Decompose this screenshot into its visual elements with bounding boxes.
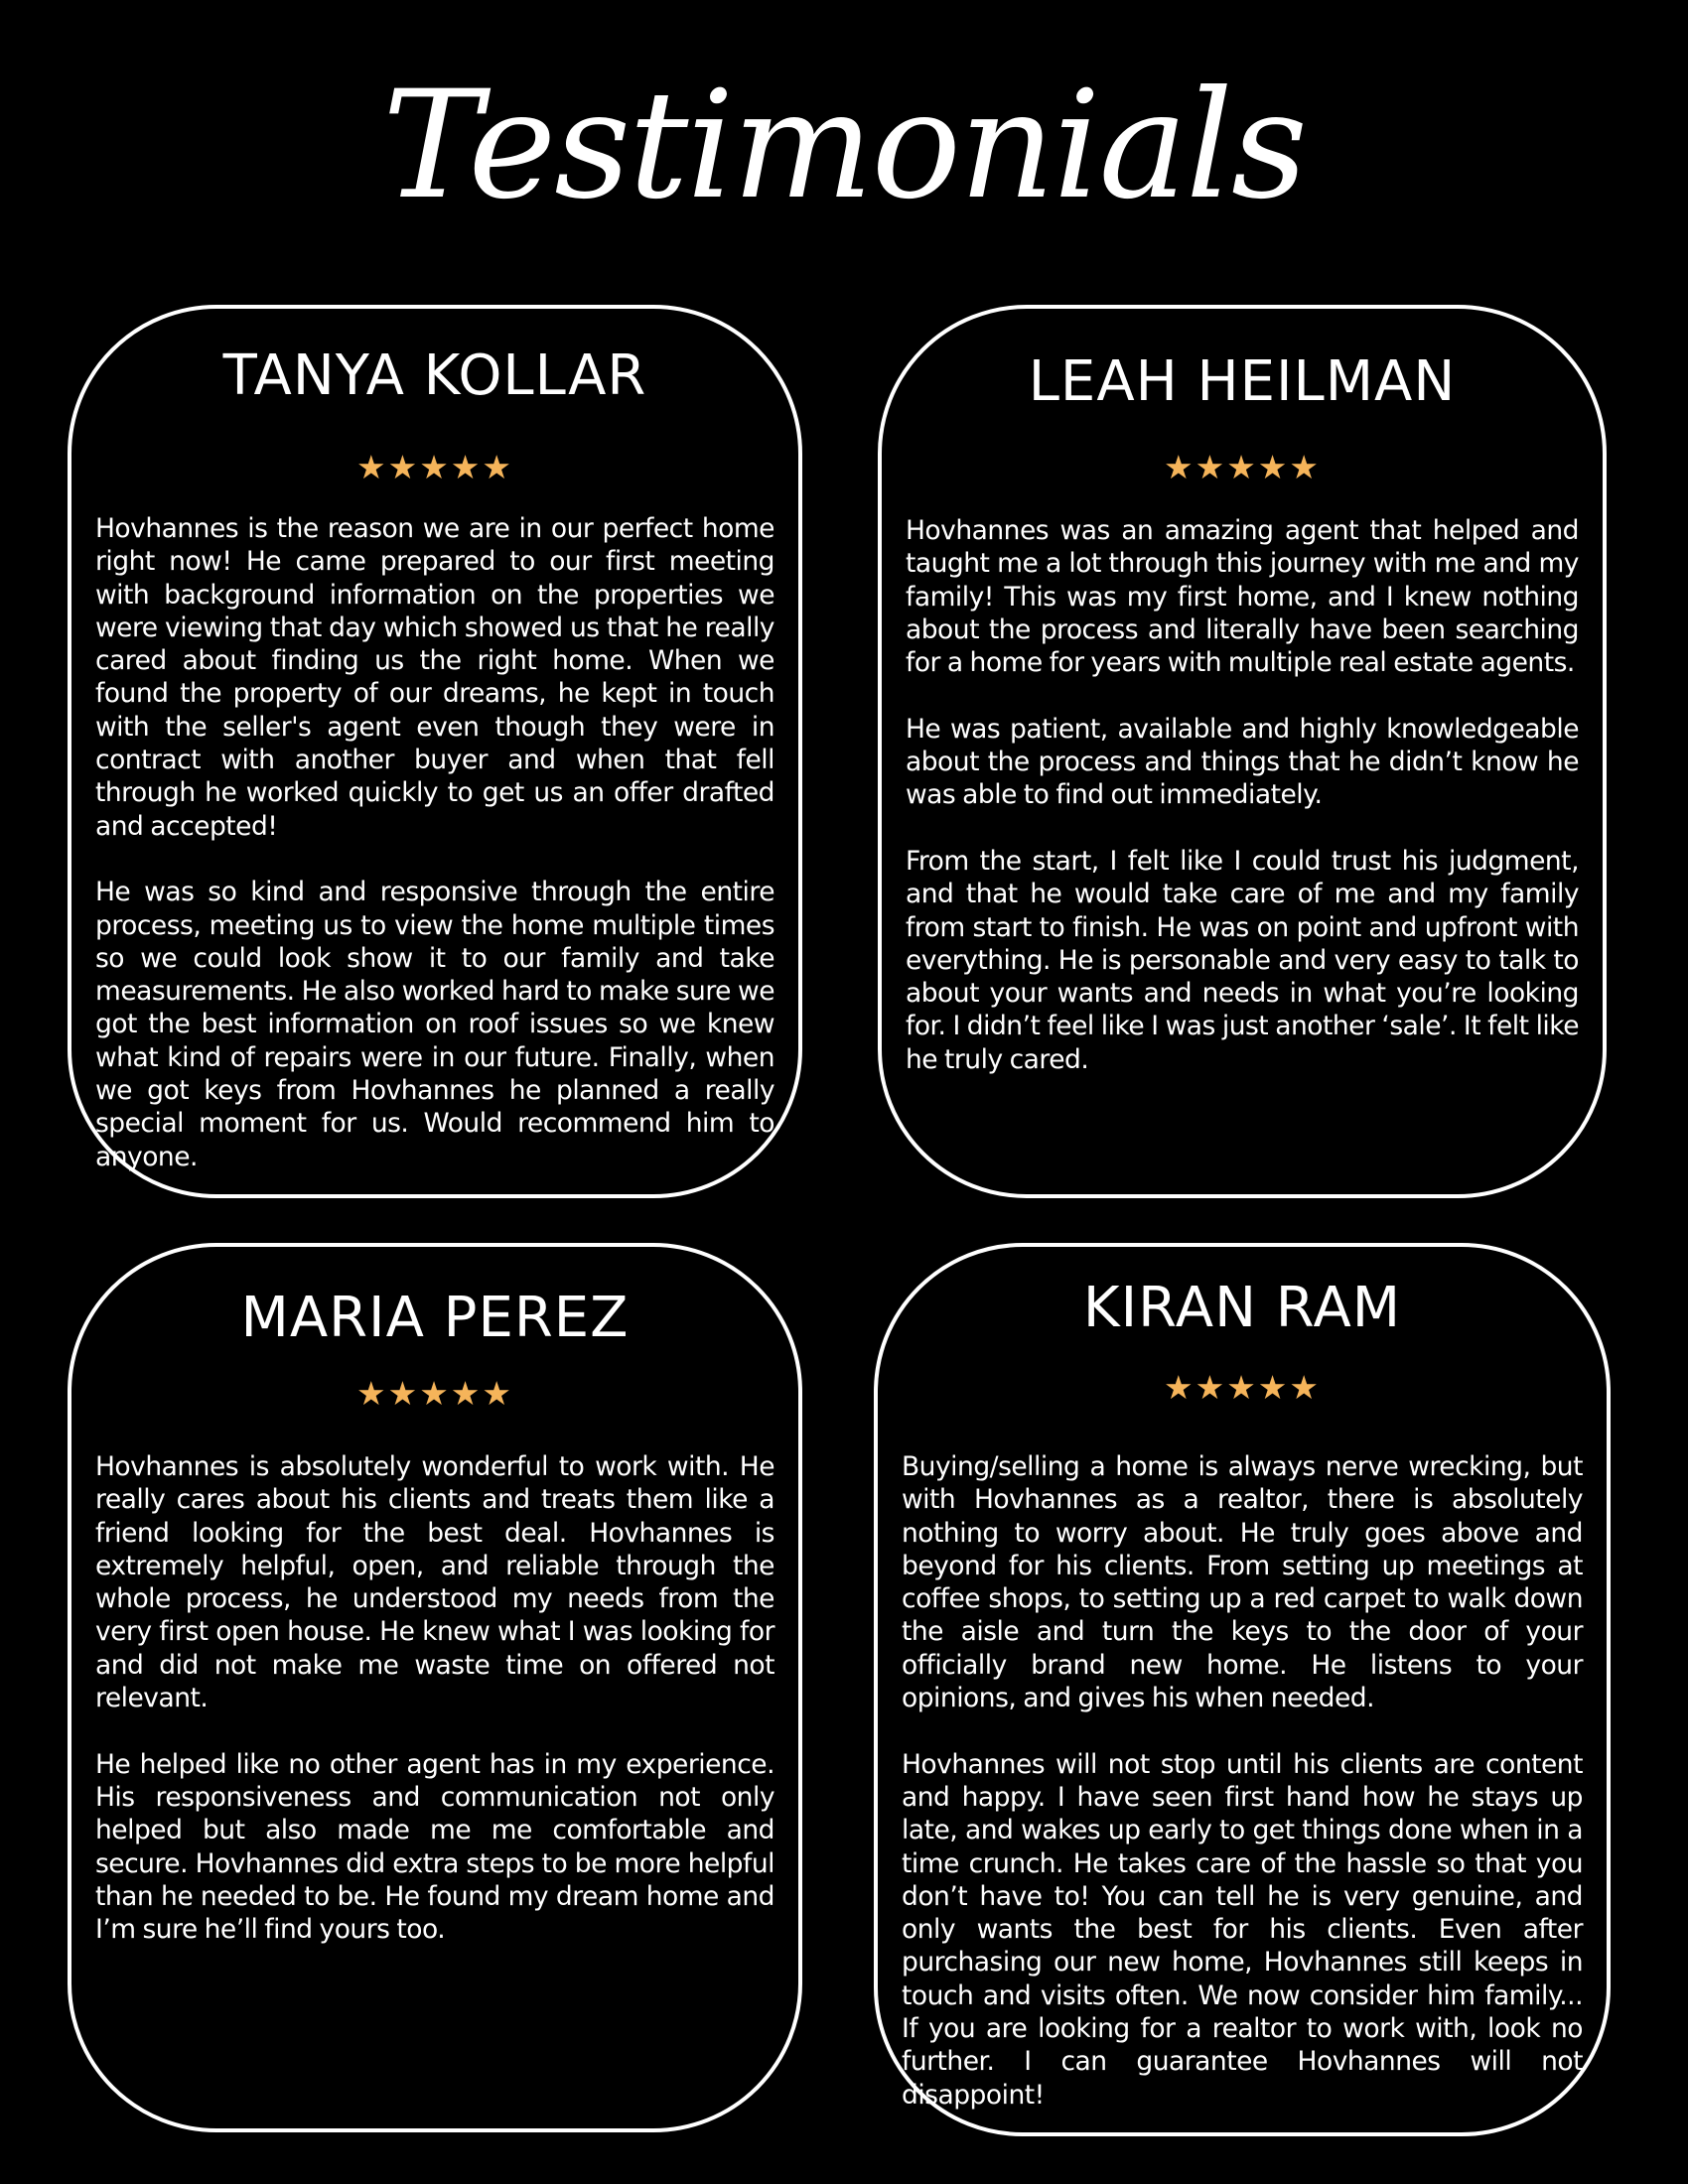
star-icon: ★ <box>482 1374 513 1413</box>
star-icon: ★ <box>387 448 420 486</box>
testimonial-text <box>902 1450 1583 2112</box>
star-icon: ★ <box>1195 448 1227 486</box>
testimonial-paragraph: He was so kind and responsive through the entire process, meeting us to view the home multiple times so we could look show it to our family and take measurements. He also worked hard to make sure we got the best information on roof issues so we knew what kind of repairs were in our future. Finally, when we got keys from Hovhannes he planned a really special moment for us. Would recommend him to anyone. <box>95 877 774 1172</box>
star-icon: ★ <box>387 1374 420 1413</box>
star-icon: ★ <box>356 448 388 486</box>
star-icon: ★ <box>450 448 483 486</box>
reviewer-name: LEAH HEILMAN <box>1028 349 1457 414</box>
star-rating <box>71 1376 798 1412</box>
testimonial-paragraph: From the start, I felt like I could trust his judgment, and that he would take care of me and my family from start to finish. He was on point and upfront with everything. He is personable and very easy to talk to about your wants and needs in what you’re looking for. I didn’t feel like I was just another ‘sale’. It felt like he truly cared. <box>906 845 1579 1075</box>
testimonial-paragraph: Hovhannes is absolutely wonderful to work with. He really cares about his clients and treats them like a friend looking for the best deal. Hovhannes is extremely helpful, open, and reliable through the whole process, he understood my needs from the very first open house. He knew what I was looking for and did not make me waste time on offered not relevant. <box>95 1451 774 1714</box>
star-icon: ★ <box>450 1374 483 1413</box>
star-icon: ★ <box>1257 448 1290 486</box>
reviewer-name: MARIA PEREZ <box>240 1286 630 1350</box>
page-title: Testimonials <box>382 60 1306 232</box>
testimonial-text <box>95 1450 774 1946</box>
testimonial-card <box>878 305 1607 1198</box>
testimonial-paragraph: He was patient, available and highly knowledgeable about the process and things that he didn’t know he was able to find out immediately. <box>906 713 1579 811</box>
testimonial-paragraph: Hovhannes was an amazing agent that helped and taught me a lot through this journey with me and my family! This was my first home, and I knew nothing about the process and literally have been searching for a home for years with multiple real estate agents. <box>906 515 1579 679</box>
testimonial-card <box>68 1243 802 2132</box>
reviewer-name: KIRAN RAM <box>1082 1276 1402 1340</box>
star-icon: ★ <box>1195 1368 1227 1407</box>
testimonial-card <box>68 305 802 1198</box>
testimonial-text <box>906 514 1579 1076</box>
star-icon: ★ <box>1289 448 1321 486</box>
star-icon: ★ <box>419 1374 451 1413</box>
testimonial-card <box>874 1243 1611 2136</box>
testimonial-text <box>95 512 774 1173</box>
star-rating <box>878 1370 1607 1406</box>
star-rating <box>71 450 798 485</box>
testimonial-paragraph: Hovhannes will not stop until his clients are content and happy. I have seen first hand how he stays up late, and wakes up early to get things done when in a time crunch. He takes care of the hassle so that you don’t have to! You can tell he is very genuine, and only wants the best for his clients. Even after purchasing our new home, Hovhannes still keeps in touch and visits often. We now consider him family... If you are looking for a realtor to work with, look no further. I can guarantee Hovhannes will not disappoint! <box>902 1748 1583 2111</box>
star-icon: ★ <box>419 448 451 486</box>
testimonial-paragraph: Buying/selling a home is always nerve wrecking, but with Hovhannes as a realtor, there is absolutely nothing to worry about. He truly goes above and beyond for his clients. From setting up meetings at coffee shops, to setting up a red carpet to walk down the aisle and turn the keys to the door of your officially brand new home. He listens to your opinions, and gives his when needed. <box>902 1451 1583 1714</box>
star-icon: ★ <box>1226 448 1258 486</box>
reviewer-name: TANYA KOLLAR <box>222 343 647 408</box>
star-icon: ★ <box>1226 1368 1258 1407</box>
star-rating <box>882 450 1603 485</box>
star-icon: ★ <box>1257 1368 1290 1407</box>
testimonial-paragraph: Hovhannes is the reason we are in our perfect home right now! He came prepared to our first meeting with background information on the properties we were viewing that day which showed us that he really cared about finding us the right home. When we found the property of our dreams, he kept in touch with the seller's agent even though they were in contract with another buyer and when that fell through he worked quickly to get us an offer drafted and accepted! <box>95 513 774 842</box>
star-icon: ★ <box>1164 448 1196 486</box>
testimonial-paragraph: He helped like no other agent has in my experience. His responsiveness and communication not only helped but also made me me comfortable and secure. Hovhannes did extra steps to be more helpful than he needed to be. He found my dream home and I’m sure he’ll find yours too. <box>95 1748 774 1946</box>
star-icon: ★ <box>1164 1368 1196 1407</box>
star-icon: ★ <box>356 1374 388 1413</box>
star-icon: ★ <box>1289 1368 1321 1407</box>
star-icon: ★ <box>482 448 513 486</box>
